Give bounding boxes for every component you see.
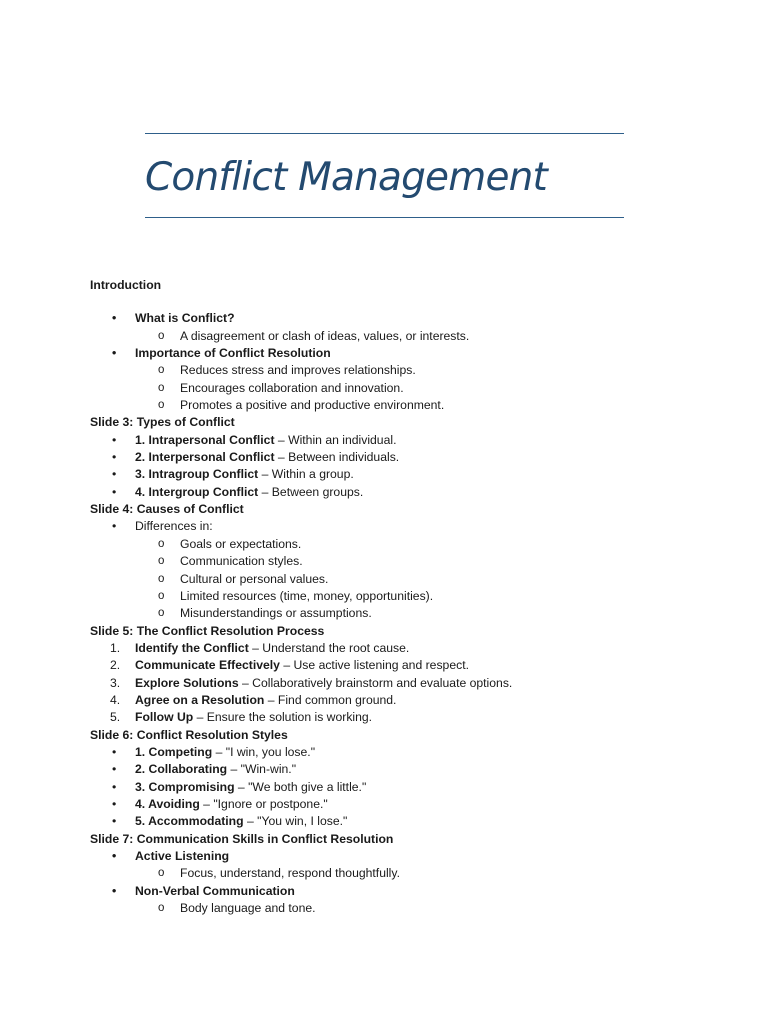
item-desc: – "You win, I lose.": [243, 814, 348, 829]
numbered-item: [90, 675, 730, 692]
item-number: 2.: [110, 658, 121, 673]
list-item: [90, 813, 730, 830]
bullet-icon: •: [112, 311, 117, 326]
sub-item: [90, 328, 730, 345]
list-item: [90, 848, 730, 865]
item-desc: – Use active listening and respect.: [279, 658, 469, 673]
numbered-item: [90, 692, 730, 709]
item-number: 4.: [110, 692, 121, 707]
sub-item-text: Goals or expectations.: [180, 536, 302, 551]
sub-item: [90, 571, 730, 588]
title-rule-bottom: [145, 217, 624, 218]
sub-bullet-icon: o: [158, 364, 165, 377]
bullet-icon: •: [112, 467, 117, 482]
sub-bullet-icon: o: [158, 589, 165, 602]
spacer: [90, 294, 730, 310]
sub-bullet-icon: o: [158, 902, 165, 915]
sub-item-text: Body language and tone.: [180, 901, 316, 916]
sub-item: [90, 865, 730, 882]
item-term: Follow Up: [135, 710, 194, 725]
item-title: Importance of Conflict Resolution: [135, 346, 331, 361]
sub-item-text: Promotes a positive and productive environment.: [180, 398, 445, 413]
section-heading: Introduction: [90, 278, 162, 292]
item-term: 1. Competing: [135, 744, 213, 759]
bullet-icon: •: [112, 796, 117, 811]
item-term: 4. Intergroup Conflict: [135, 484, 259, 499]
sub-item-text: Misunderstandings or assumptions.: [180, 606, 372, 621]
numbered-item: [90, 657, 730, 674]
item-term: Agree on a Resolution: [135, 692, 265, 707]
item-desc: – "I win, you lose.": [212, 744, 316, 759]
section-heading: Slide 5: The Conflict Resolution Process: [90, 623, 325, 638]
sub-item-text: Cultural or personal values.: [180, 571, 329, 586]
item-desc: – Collaboratively brainstorm and evaluate options.: [238, 675, 513, 690]
item-desc: – Between individuals.: [274, 450, 400, 465]
sub-bullet-icon: o: [158, 329, 165, 342]
item-desc: – Understand the root cause.: [248, 640, 410, 655]
item-term: Explore Solutions: [135, 675, 239, 690]
list-item: [90, 518, 730, 535]
sub-item-text: Encourages collaboration and innovation.: [180, 380, 404, 395]
title-block: [145, 133, 624, 218]
sub-item: [90, 397, 730, 414]
bullet-icon: •: [112, 744, 117, 759]
sub-item: [90, 380, 730, 397]
bullet-icon: •: [112, 779, 117, 794]
item-term: 2. Interpersonal Conflict: [135, 450, 275, 465]
sub-item-text: Reduces stress and improves relationships.: [180, 363, 416, 378]
item-desc: – Ensure the solution is working.: [193, 710, 373, 725]
sub-bullet-icon: o: [158, 572, 165, 585]
bullet-icon: •: [112, 883, 117, 898]
item-desc: – Find common ground.: [264, 692, 397, 707]
list-item: [90, 484, 730, 501]
item-desc: – "Ignore or postpone.": [199, 796, 328, 811]
sub-item: [90, 605, 730, 622]
sub-item: [90, 588, 730, 605]
bullet-icon: •: [112, 450, 117, 465]
item-desc: – Within an individual.: [274, 432, 397, 447]
item-desc: – Within a group.: [258, 467, 354, 482]
list-item: [90, 779, 730, 796]
bullet-icon: •: [112, 814, 117, 829]
item-desc: – Between groups.: [258, 484, 364, 499]
bullet-icon: •: [112, 849, 117, 863]
document-title: Conflict Management: [145, 155, 548, 200]
item-number: 1.: [110, 640, 121, 655]
section-heading: Slide 4: Causes of Conflict: [90, 502, 244, 517]
list-item: [90, 449, 730, 466]
sub-item: [90, 362, 730, 379]
item-term: Communicate Effectively: [135, 658, 280, 673]
item-desc: – "We both give a little.": [234, 779, 367, 794]
item-title: Active Listening: [135, 849, 230, 863]
item-text: Differences in:: [135, 519, 213, 534]
sub-item-text: Communication styles.: [180, 554, 303, 569]
item-term: 2. Collaborating: [135, 762, 228, 777]
sub-item-text: Focus, understand, respond thoughtfully.: [180, 866, 400, 881]
bullet-icon: •: [112, 762, 117, 777]
sub-bullet-icon: o: [158, 537, 165, 550]
sub-bullet-icon: o: [158, 555, 165, 568]
item-title: Non-Verbal Communication: [135, 883, 295, 898]
item-term: 4. Avoiding: [135, 796, 200, 811]
bullet-icon: •: [112, 484, 117, 499]
list-item: [90, 796, 730, 813]
sub-item-text: Limited resources (time, money, opportunities).: [180, 588, 434, 603]
item-term: Identify the Conflict: [135, 640, 249, 655]
sub-bullet-icon: o: [158, 399, 165, 412]
sub-item: [90, 536, 730, 553]
sub-item-text: A disagreement or clash of ideas, values, or interests.: [180, 328, 470, 343]
document-body: [90, 277, 730, 917]
item-title: What is Conflict?: [135, 311, 235, 326]
item-number: 3.: [110, 675, 121, 690]
bullet-icon: •: [112, 432, 117, 447]
list-item: [90, 310, 730, 327]
list-item: [90, 744, 730, 761]
item-term: 3. Compromising: [135, 779, 235, 794]
numbered-item: [90, 640, 730, 657]
section-heading: Slide 7: Communication Skills in Conflict Resolution: [90, 831, 394, 846]
section-heading: Slide 6: Conflict Resolution Styles: [90, 727, 288, 742]
list-item: [90, 761, 730, 778]
list-item: [90, 883, 730, 900]
list-item: [90, 345, 730, 362]
section-heading: Slide 3: Types of Conflict: [90, 415, 235, 430]
sub-bullet-icon: o: [158, 867, 165, 880]
sub-item: [90, 900, 730, 917]
sub-item: [90, 553, 730, 570]
item-desc: – "Win-win.": [227, 762, 297, 777]
bullet-icon: •: [112, 346, 117, 361]
sub-bullet-icon: o: [158, 607, 165, 620]
sub-bullet-icon: o: [158, 381, 165, 394]
bullet-icon: •: [112, 519, 117, 534]
item-term: 1. Intrapersonal Conflict: [135, 432, 275, 447]
item-term: 5. Accommodating: [135, 814, 244, 829]
list-item: [90, 432, 730, 449]
item-number: 5.: [110, 710, 121, 725]
numbered-item: [90, 709, 730, 726]
list-item: [90, 466, 730, 483]
item-term: 3. Intragroup Conflict: [135, 467, 259, 482]
